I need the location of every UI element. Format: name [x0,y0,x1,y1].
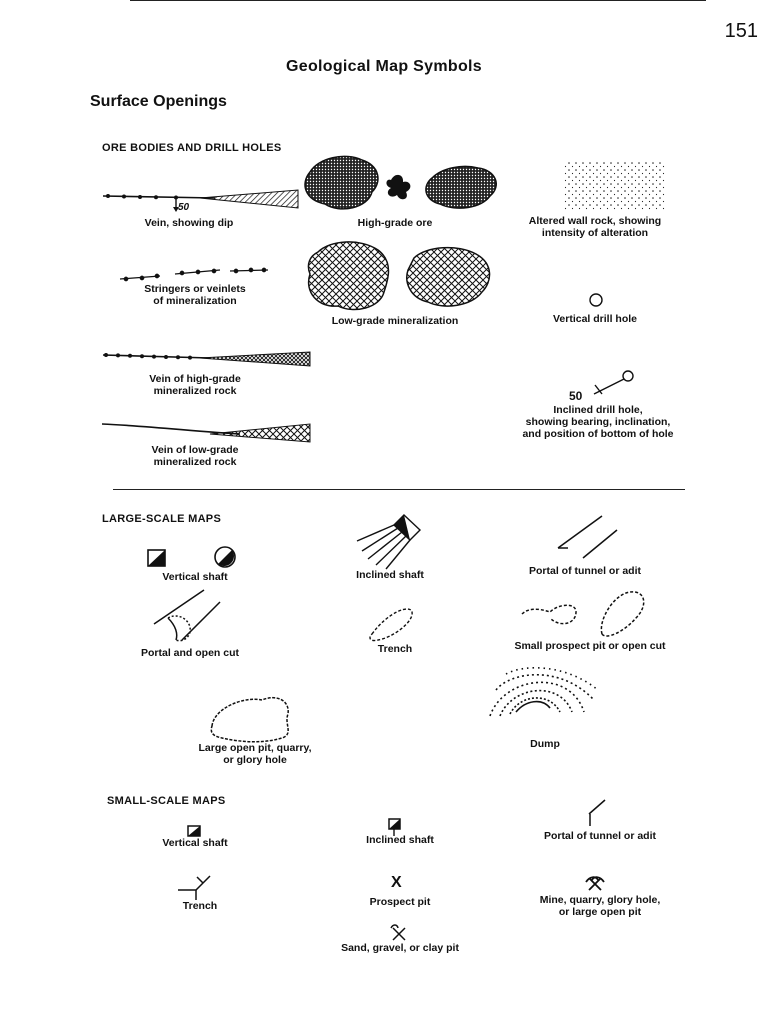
high-grade-ore-symbol [305,156,496,208]
section-divider [113,489,685,490]
mine-quarry-symbol [586,877,604,890]
trench-small-symbol [178,876,210,900]
sand-gravel-pit-symbol [391,925,405,940]
vertical-shaft-small-label: Vertical shaft [162,837,228,849]
trench-large-label: Trench [377,643,413,655]
large-open-pit-symbol [211,698,288,742]
portal-tunnel-large-symbol [558,516,617,558]
vein-high-grade-symbol [103,352,310,366]
portal-open-cut-label: Portal and open cut [140,647,239,659]
altered-wall-rock-symbol [564,162,666,210]
vertical-shaft-large-symbol [148,547,235,567]
portal-tunnel-large-label: Portal of tunnel or adit [529,565,641,577]
vertical-drill-hole-symbol [590,294,602,306]
trench-small-label: Trench [182,900,218,912]
vein-showing-dip-label: Vein, showing dip [144,217,234,229]
inclined-shaft-small-label: Inclined shaft [366,834,434,846]
large-open-pit-label: Large open pit, quarry, or glory hole [198,742,312,766]
low-grade-mineralization-symbol [308,242,489,310]
vein-dip-symbol [103,190,298,212]
vein-high-grade-label: Vein of high-grade mineralized rock [149,373,241,397]
low-grade-mineralization-label: Low-grade mineralization [331,315,459,327]
ore-bodies-heading: ORE BODIES AND DRILL HOLES [102,142,282,154]
small-prospect-pit-label: Small prospect pit or open cut [514,640,666,652]
inclined-shaft-large-symbol [357,515,420,569]
large-scale-heading: LARGE-SCALE MAPS [102,513,222,525]
prospect-pit-label: Prospect pit [369,896,431,908]
page-title: Geological Map Symbols [286,58,482,75]
section-heading: Surface Openings [90,93,227,110]
portal-open-cut-symbol [154,590,220,641]
stringers-label: Stringers or veinlets of mineralization [144,283,246,307]
inclined-drill-hole-symbol [594,371,633,394]
vertical-drill-hole-label: Vertical drill hole [552,313,638,325]
vertical-shaft-small-symbol [188,826,200,836]
small-prospect-pit-symbol [522,592,644,636]
small-scale-heading: SMALL-SCALE MAPS [107,795,226,807]
vertical-shaft-large-label: Vertical shaft [162,571,228,583]
vein-low-grade-symbol [102,424,310,442]
vein-dip-value: 50 [178,202,190,213]
portal-tunnel-small-label: Portal of tunnel or adit [544,830,656,842]
altered-wall-rock-label: Altered wall rock, showing intensity of alteration [528,215,662,239]
sand-gravel-pit-label: Sand, gravel, or clay pit [341,942,459,954]
high-grade-ore-label: High-grade ore [357,217,433,229]
inclined-drill-value: 50 [569,389,583,403]
dump-label: Dump [530,738,560,750]
portal-tunnel-small-symbol [589,800,605,826]
inclined-drill-hole-label: Inclined drill hole, showing bearing, inclination, and position of bottom of hole [522,404,674,440]
mine-quarry-label: Mine, quarry, glory hole, or large open pit [539,894,661,918]
page-number: 151 [724,20,758,42]
stringers-symbol [120,268,268,280]
inclined-shaft-large-label: Inclined shaft [356,569,424,581]
dump-symbol [490,668,598,716]
trench-large-symbol [370,609,412,641]
vein-low-grade-label: Vein of low-grade mineralized rock [151,444,239,468]
prospect-pit-symbol: X [391,874,402,891]
